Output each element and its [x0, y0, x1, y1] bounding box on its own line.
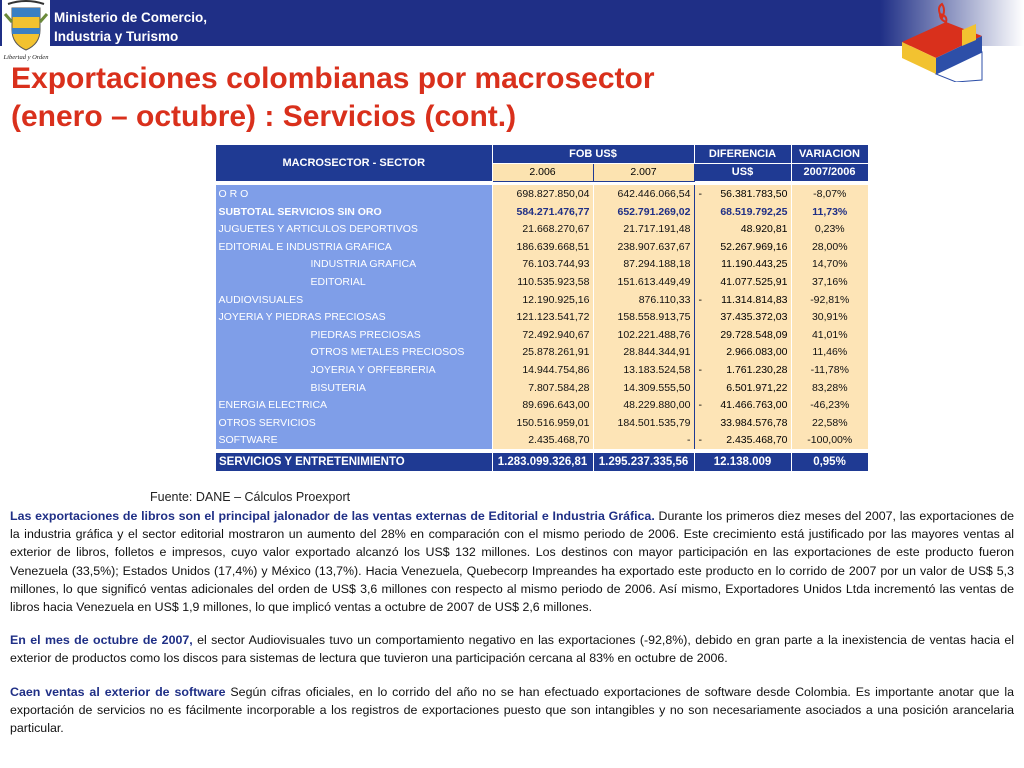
row-diferencia-value: 52.267.969,16: [720, 240, 788, 253]
table-row: [216, 238, 869, 256]
row-variacion: 41,01%: [791, 326, 868, 344]
row-label: JOYERIA Y PIEDRAS PRECIOSAS: [216, 308, 493, 326]
row-value-2007: -: [593, 432, 694, 450]
row-value-2007: 151.613.449,49: [593, 273, 694, 291]
row-variacion: 11,46%: [791, 344, 868, 362]
row-variacion: 14,70%: [791, 256, 868, 274]
row-diferencia-value: 41.077.525,91: [720, 275, 788, 288]
row-value-2006: 121.123.541,72: [492, 308, 593, 326]
source-note: Fuente: DANE – Cálculos Proexport: [150, 490, 351, 504]
row-value-2007: 14.309.555,50: [593, 379, 694, 397]
table-header-row: [216, 145, 869, 164]
table-row: [216, 308, 869, 326]
col-fob: FOB US$: [492, 145, 694, 164]
row-diferencia: [694, 185, 791, 203]
row-value-2006: 2.435.468,70: [492, 432, 593, 450]
row-label: JOYERIA Y ORFEBRERIA: [216, 361, 493, 379]
row-label: INDUSTRIA GRAFICA: [216, 256, 493, 274]
row-diferencia: [694, 220, 791, 238]
row-variacion: 22,58%: [791, 414, 868, 432]
row-value-2006: 584.271.476,77: [492, 203, 593, 221]
row-label: OTROS SERVICIOS: [216, 414, 493, 432]
row-diferencia: [694, 291, 791, 309]
row-diferencia-value: 6.501.971,22: [726, 381, 788, 394]
row-value-2006: 72.492.940,67: [492, 326, 593, 344]
row-value-2007: 158.558.913,75: [593, 308, 694, 326]
row-diferencia-value: 37.435.372,03: [720, 311, 788, 324]
total-2006: 1.283.099.326,81: [492, 453, 593, 472]
row-value-2006: 25.878.261,91: [492, 344, 593, 362]
row-value-2006: 89.696.643,00: [492, 396, 593, 414]
table-row: [216, 414, 869, 432]
crest-text: Libertad y Orden: [3, 54, 49, 61]
table-row: [216, 326, 869, 344]
ministry-line-2: Industria y Turismo: [54, 29, 179, 44]
row-label: ENERGIA ELECTRICA: [216, 396, 493, 414]
row-diferencia-sign: -: [698, 363, 702, 376]
row-diferencia-value: 11.190.443,25: [721, 258, 788, 271]
row-diferencia: [694, 238, 791, 256]
colombia-coat-of-arms-icon: [2, 0, 50, 62]
row-value-2007: 87.294.188,18: [593, 256, 694, 274]
row-value-2007: 184.501.535,79: [593, 414, 694, 432]
table-row: [216, 361, 869, 379]
row-variacion: -46,23%: [791, 396, 868, 414]
row-diferencia-value: 33.984.576,78: [720, 416, 788, 429]
paragraph-libros-lead: Las exportaciones de libros son el principal jalonador de las ventas externas de Editorial e Industria Gráfica.: [10, 509, 655, 523]
table-row: [216, 396, 869, 414]
row-diferencia: [694, 396, 791, 414]
row-value-2007: 876.110,33: [593, 291, 694, 309]
row-label: EDITORIAL E INDUSTRIA GRAFICA: [216, 238, 493, 256]
col-variacion: VARIACION: [791, 145, 868, 164]
table-body: [216, 185, 869, 449]
row-variacion: -8,07%: [791, 185, 868, 203]
row-variacion: 28,00%: [791, 238, 868, 256]
row-value-2006: 186.639.668,51: [492, 238, 593, 256]
row-variacion: 83,28%: [791, 379, 868, 397]
row-diferencia: [694, 273, 791, 291]
row-diferencia-value: 29.728.548,09: [720, 328, 788, 341]
row-label: BISUTERIA: [216, 379, 493, 397]
row-label: O R O: [216, 185, 493, 203]
total-2007: 1.295.237.335,56: [593, 453, 694, 472]
row-value-2006: 7.807.584,28: [492, 379, 593, 397]
title-line-1: Exportaciones colombianas por macrosector: [11, 62, 655, 95]
row-diferencia-value: 2.435.468,70: [726, 434, 788, 447]
paragraph-libros: [10, 507, 1014, 616]
row-diferencia-sign: -: [698, 434, 702, 447]
col-year-2007: 2.007: [593, 163, 694, 182]
row-diferencia-value: 1.761.230,28: [726, 363, 788, 376]
row-variacion: 11,73%: [791, 203, 868, 221]
col-diferencia: DIFERENCIA: [694, 145, 791, 164]
row-variacion: -100,00%: [791, 432, 868, 450]
row-label: PIEDRAS PRECIOSAS: [216, 326, 493, 344]
row-variacion: 30,91%: [791, 308, 868, 326]
row-diferencia-value: 41.466.763,00: [720, 399, 788, 412]
table-row: [216, 203, 869, 221]
row-variacion: -11,78%: [791, 361, 868, 379]
row-diferencia: [694, 256, 791, 274]
row-value-2007: 48.229.880,00: [593, 396, 694, 414]
page-title: [11, 60, 655, 136]
paragraph-software-body: Según cifras oficiales, en lo corrido del año no se han efectuado exportaciones de software desde Colombia. Es importante anotar que la exportación de servicios no es fácilmente incorporable a los registros de exportaciones puesto que son intangibles y no son necesariamente asociados a una posición arancelaria particular.: [10, 684, 1014, 736]
row-value-2006: 698.827.850,04: [492, 185, 593, 203]
paragraph-software: [10, 683, 1014, 738]
row-value-2006: 76.103.744,93: [492, 256, 593, 274]
row-value-2007: 13.183.524,58: [593, 361, 694, 379]
ministry-line-1: Ministerio de Comercio,: [54, 10, 208, 25]
row-diferencia-sign: -: [698, 187, 702, 200]
proexport-house-icon: [896, 0, 996, 82]
row-diferencia-sign: -: [698, 293, 702, 306]
row-diferencia: [694, 379, 791, 397]
row-label: JUGUETES Y ARTICULOS DEPORTIVOS: [216, 220, 493, 238]
table-row: [216, 185, 869, 203]
row-value-2006: 14.944.754,86: [492, 361, 593, 379]
row-variacion: -92,81%: [791, 291, 868, 309]
row-label: SOFTWARE: [216, 432, 493, 450]
row-value-2007: 21.717.191,48: [593, 220, 694, 238]
row-diferencia-value: 68.519.792,25: [720, 205, 788, 218]
table-row: [216, 344, 869, 362]
table-row: [216, 379, 869, 397]
body-text: [10, 507, 1014, 752]
table-row: [216, 220, 869, 238]
paragraph-audiovisuales-body: el sector Audiovisuales tuvo un comportamiento negativo en las exportaciones (-92,8%), debido en gran parte a la inexistencia de ventas hacia el exterior de productos como los discos para sistemas de lectura que tuvieron una participación cercana al 83% en octubre de 2006.: [10, 633, 1014, 666]
total-label: SERVICIOS Y ENTRETENIMIENTO: [216, 453, 493, 472]
row-value-2006: 150.516.959,01: [492, 414, 593, 432]
row-diferencia: [694, 203, 791, 221]
row-label: EDITORIAL: [216, 273, 493, 291]
title-line-2: (enero – octubre) : Servicios (cont.): [11, 100, 517, 133]
row-value-2007: 642.446.066,54: [593, 185, 694, 203]
row-value-2007: 238.907.637,67: [593, 238, 694, 256]
row-value-2006: 110.535.923,58: [492, 273, 593, 291]
row-label: OTROS METALES PRECIOSOS: [216, 344, 493, 362]
row-value-2007: 102.221.488,76: [593, 326, 694, 344]
row-value-2006: 21.668.270,67: [492, 220, 593, 238]
ministry-name: [54, 8, 207, 46]
exports-table: [215, 144, 869, 472]
row-variacion: 37,16%: [791, 273, 868, 291]
row-diferencia-value: 48.920,81: [740, 223, 788, 236]
row-diferencia: [694, 361, 791, 379]
row-value-2007: 652.791.269,02: [593, 203, 694, 221]
table-row: [216, 291, 869, 309]
row-diferencia-value: 2.966.083,00: [726, 346, 788, 359]
col-macrosector: MACROSECTOR - SECTOR: [216, 145, 493, 182]
total-variacion: 0,95%: [791, 453, 868, 472]
row-value-2006: 12.190.925,16: [492, 291, 593, 309]
table-row: [216, 273, 869, 291]
row-diferencia: [694, 308, 791, 326]
paragraph-audiovisuales: [10, 631, 1014, 667]
col-year-2006: 2.006: [492, 163, 593, 182]
row-diferencia-value: 56.381.783,50: [720, 187, 788, 200]
paragraph-software-lead: Caen ventas al exterior de software: [10, 684, 226, 699]
table-row: [216, 256, 869, 274]
row-label: AUDIOVISUALES: [216, 291, 493, 309]
col-variacion-period: 2007/2006: [791, 163, 868, 182]
row-diferencia: [694, 326, 791, 344]
row-variacion: 0,23%: [791, 220, 868, 238]
row-diferencia-value: 11.314.814,83: [721, 293, 788, 306]
row-diferencia: [694, 344, 791, 362]
row-diferencia: [694, 414, 791, 432]
row-diferencia-sign: -: [698, 399, 702, 412]
paragraph-audiovisuales-lead: En el mes de octubre de 2007,: [10, 633, 193, 648]
total-diferencia: 12.138.009: [694, 453, 791, 472]
col-diferencia-unit: US$: [694, 163, 791, 182]
row-value-2007: 28.844.344,91: [593, 344, 694, 362]
paragraph-libros-body: Durante los primeros diez meses del 2007, las exportaciones de la industria gráfica y el sector editorial mostraron un aumento del 28% en comparación con el mismo periodo de 2006. Este crecimiento está justificado por las mayores ventas al exterior de libros, folletos e impresos, cuyo valor exportado alcanzó los US$ 132 millones. Los destinos con mayor participación en las exportaciones de este producto fueron Venezuela (33,5%); Estados Unidos (17,4%) y México (13,7%). Hacia Venezuela, Quebecorp Impreandes ha exportado este producto en lo corrido de 2007 por un valor de US$ 5,3 millones, lo que significó ventas adicionales del orden de US$ 3,6 millones con respecto al mismo periodo de 2006. Así mismo, Exportadores Unidos Ltda incrementó las ventas de libros hacia Venezuela en US$ 1,9 millones, lo que implicó ventas a octubre de 2007 de US$ 2,6 millones.: [10, 509, 1015, 615]
table-total-row: [216, 453, 869, 472]
row-label: SUBTOTAL SERVICIOS SIN ORO: [216, 203, 493, 221]
table-row: [216, 432, 869, 450]
row-diferencia: [694, 432, 791, 450]
